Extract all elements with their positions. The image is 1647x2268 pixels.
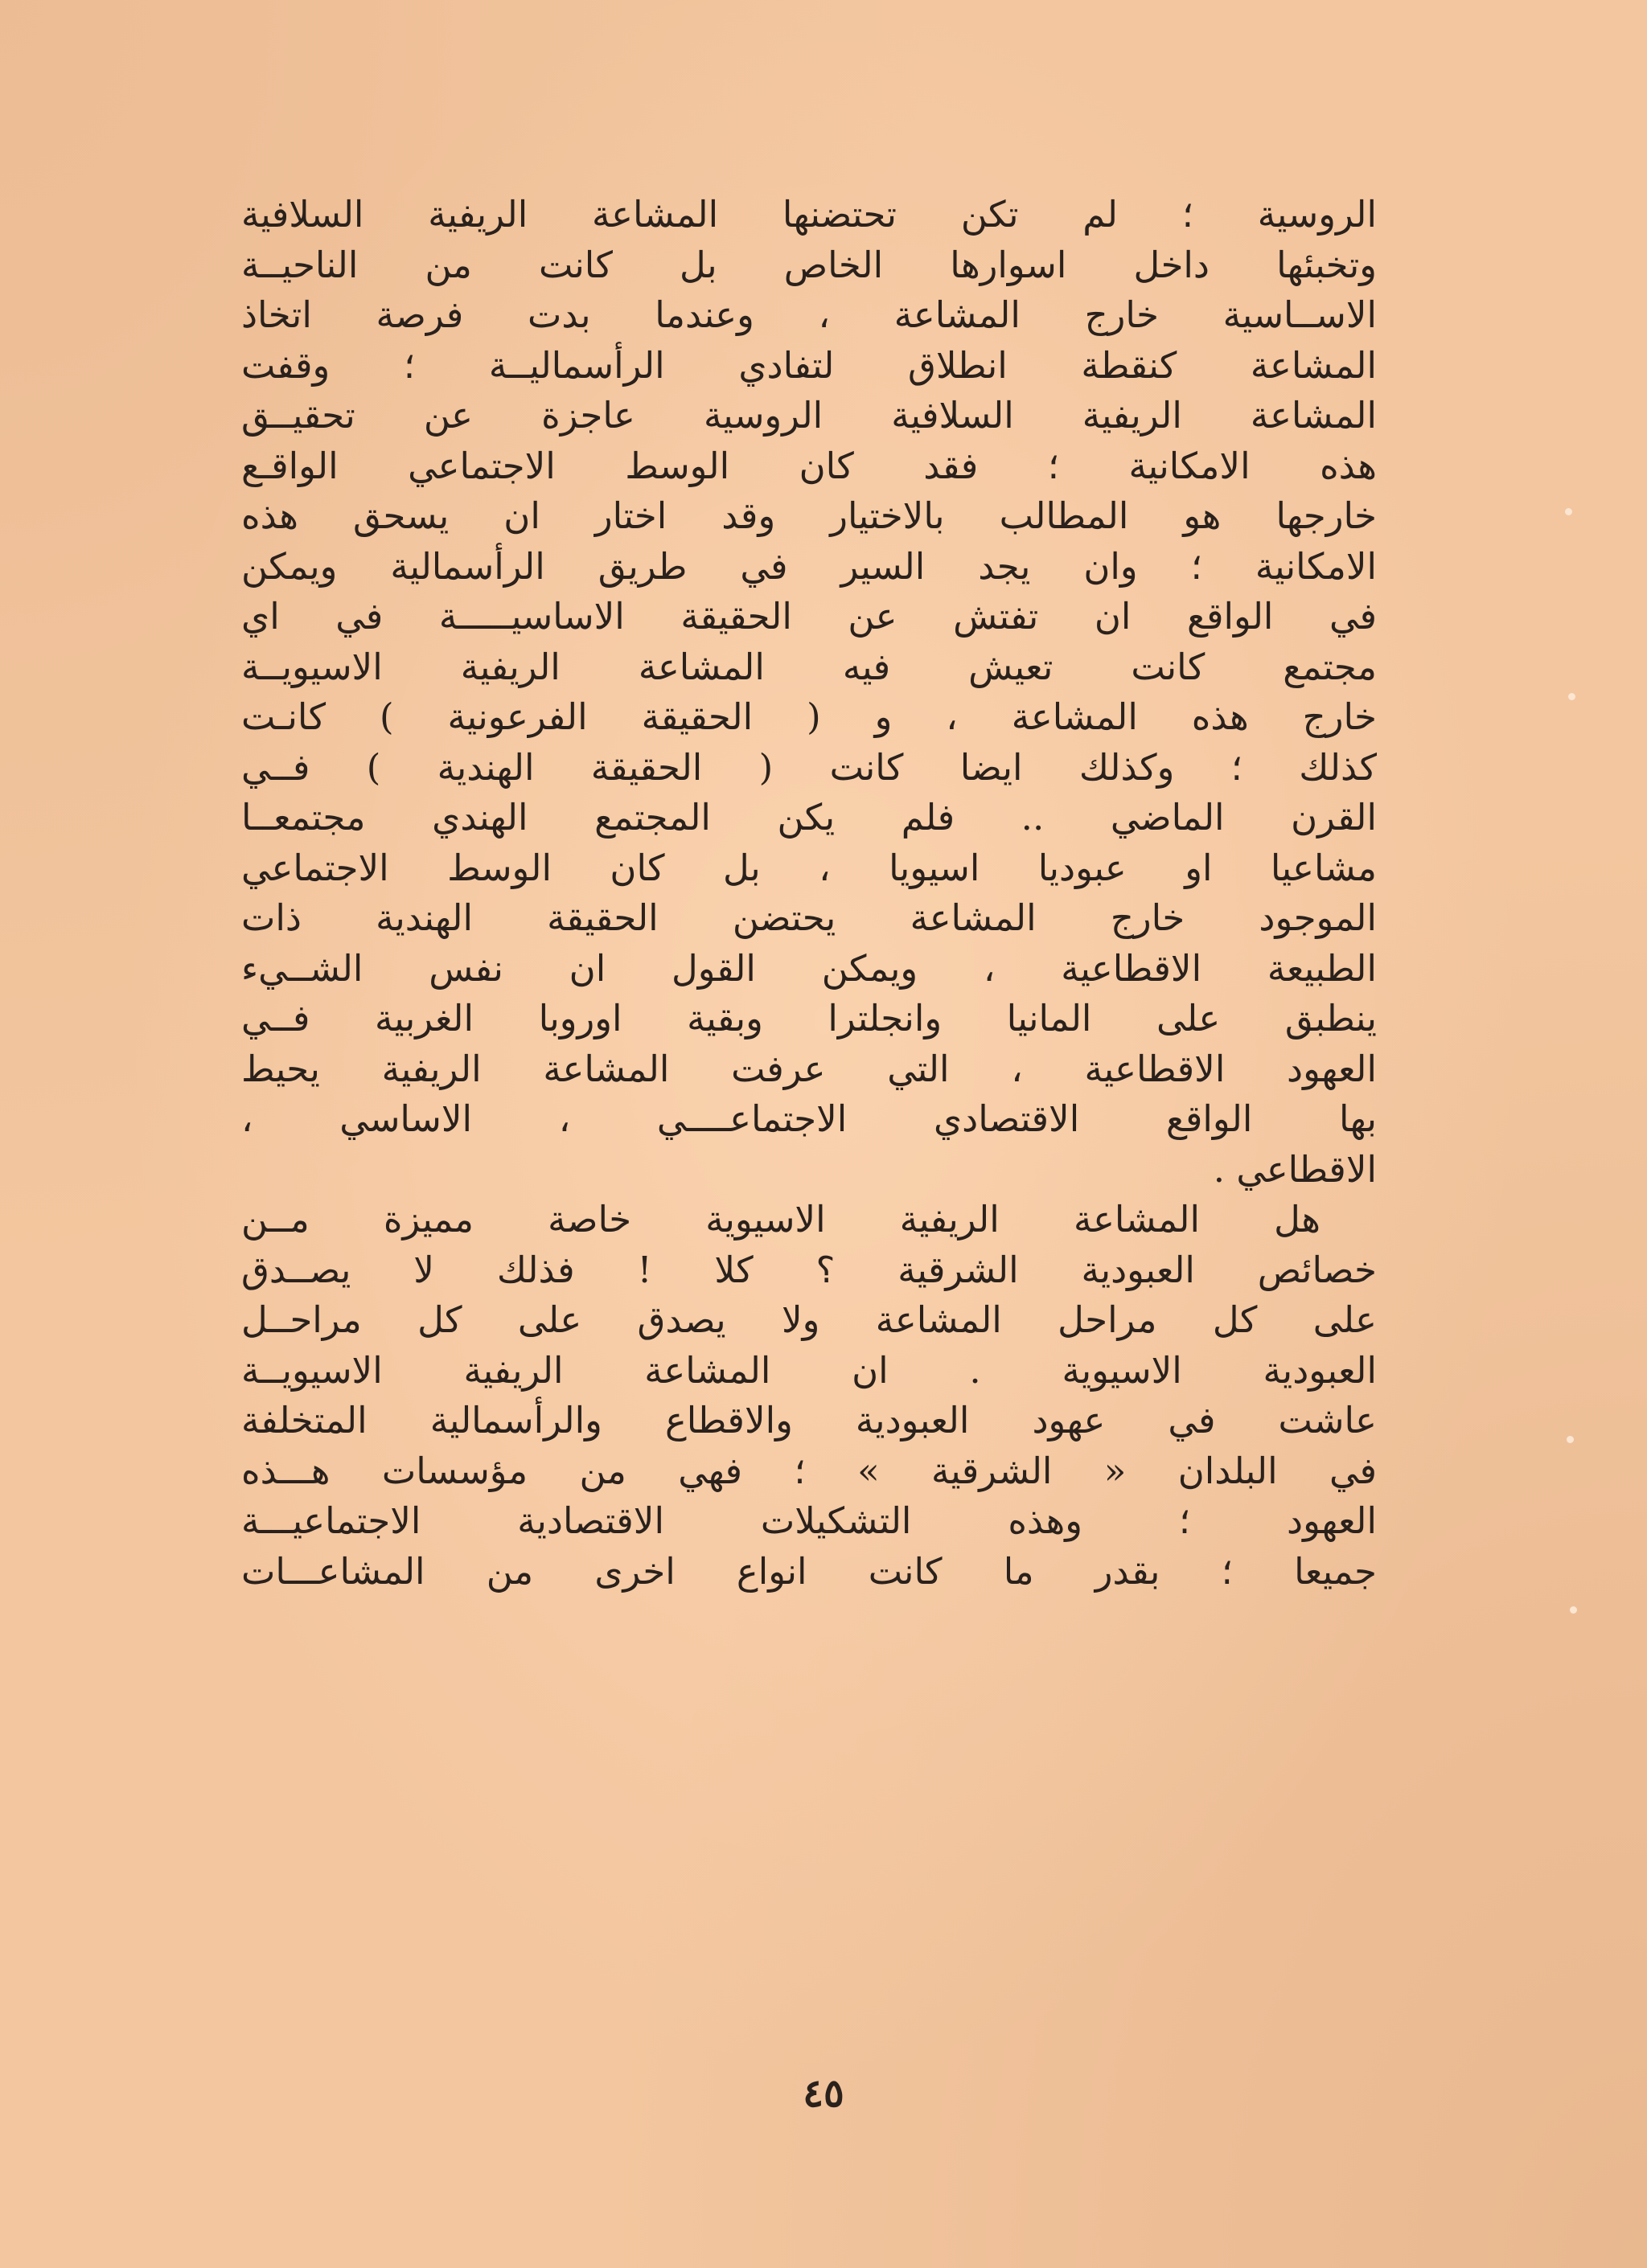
- paper-speck: [1568, 693, 1575, 700]
- paper-speck: [1570, 1606, 1577, 1614]
- text-line: عاشت في عهود العبودية والاقطاع والرأسمالية المتخلفة: [241, 1399, 1377, 1442]
- page-number: ٤٥: [803, 2071, 844, 2116]
- text-line: الامكانية ؛ وان يجد السير في طريق الرأسمالية ويمكن: [241, 544, 1377, 588]
- text-line: مشاعيا او عبوديا اسيويا ، بل كان الوسط الاجتماعي: [241, 846, 1377, 889]
- text-line: المشاعة الريفية السلافية الروسية عاجزة عن تحقيــق: [241, 394, 1377, 437]
- text-line: العهود ؛ وهذه التشكيلات الاقتصادية الاجتماعيـــة: [241, 1499, 1377, 1542]
- text-line: الاقطاعي .: [1213, 1147, 1377, 1191]
- text-line: العبودية الاسيوية . ان المشاعة الريفية الاسيويــة: [241, 1348, 1377, 1392]
- text-line: الروسية ؛ لم تكن تحتضنها المشاعة الريفية السلافية: [241, 193, 1377, 236]
- paragraph-start-line: هل المشاعة الريفية الاسيوية خاصة مميزة مــن: [241, 1198, 1320, 1241]
- text-line: المشاعة كنقطة انطلاق لتفادي الرأسماليــة ؛ وقفت: [241, 343, 1377, 387]
- text-line: القرن الماضي .. فلم يكن المجتمع الهندي مجتمعــا: [241, 796, 1377, 839]
- text-line: بها الواقع الاقتصادي الاجتماعــــي ، الاساسي ،: [241, 1097, 1377, 1140]
- text-line: الطبيعة الاقطاعية ، ويمكن القول ان نفس الشــيء: [241, 946, 1377, 990]
- text-line: خارج هذه المشاعة ، و ( الحقيقة الفرعونية ) كانـت: [241, 695, 1377, 738]
- text-line: هذه الامكانية ؛ فقد كان الوسط الاجتماعي الواقـع: [241, 444, 1377, 487]
- text-line: ينطبق على المانيا وانجلترا وبقية اوروبا الغربية فــي: [241, 997, 1377, 1040]
- text-line: الاســاسية خارج المشاعة ، وعندما بدت فرصة اتخاذ: [241, 293, 1377, 336]
- text-line: جميعا ؛ بقدر ما كانت انواع اخرى من المشاعـــات: [241, 1549, 1377, 1593]
- text-line: خارجها هو المطالب بالاختيار وقد اختار ان يسحق هذه: [241, 494, 1377, 537]
- body-text: [241, 190, 1377, 1597]
- paper-speck: [1567, 1436, 1574, 1443]
- paper-speck: [1565, 508, 1572, 515]
- text-line: في البلدان « الشرقية » ؛ فهي من مؤسسات هـــذه: [241, 1449, 1377, 1492]
- text-line: الموجود خارج المشاعة يحتضن الحقيقة الهندية ذات: [241, 896, 1377, 939]
- text-line: كذلك ؛ وكذلك ايضا كانت ( الحقيقة الهندية ) فــي: [241, 745, 1377, 789]
- text-line: مجتمع كانت تعيش فيه المشاعة الريفية الاسيويــة: [241, 645, 1377, 688]
- text-line: وتخبئها داخل اسوارها الخاص بل كانت من الناحيــة: [241, 243, 1377, 286]
- text-line: في الواقع ان تفتش عن الحقيقة الاساسيـــــة في اي: [241, 595, 1377, 638]
- text-line: العهود الاقطاعية ، التي عرفت المشاعة الريفية يحيط: [241, 1047, 1377, 1090]
- text-line: خصائص العبودية الشرقية ؟ كلا ! فذلك لا يصــدق: [241, 1248, 1377, 1291]
- text-line: على كل مراحل المشاعة ولا يصدق على كل مراحــل: [241, 1298, 1377, 1341]
